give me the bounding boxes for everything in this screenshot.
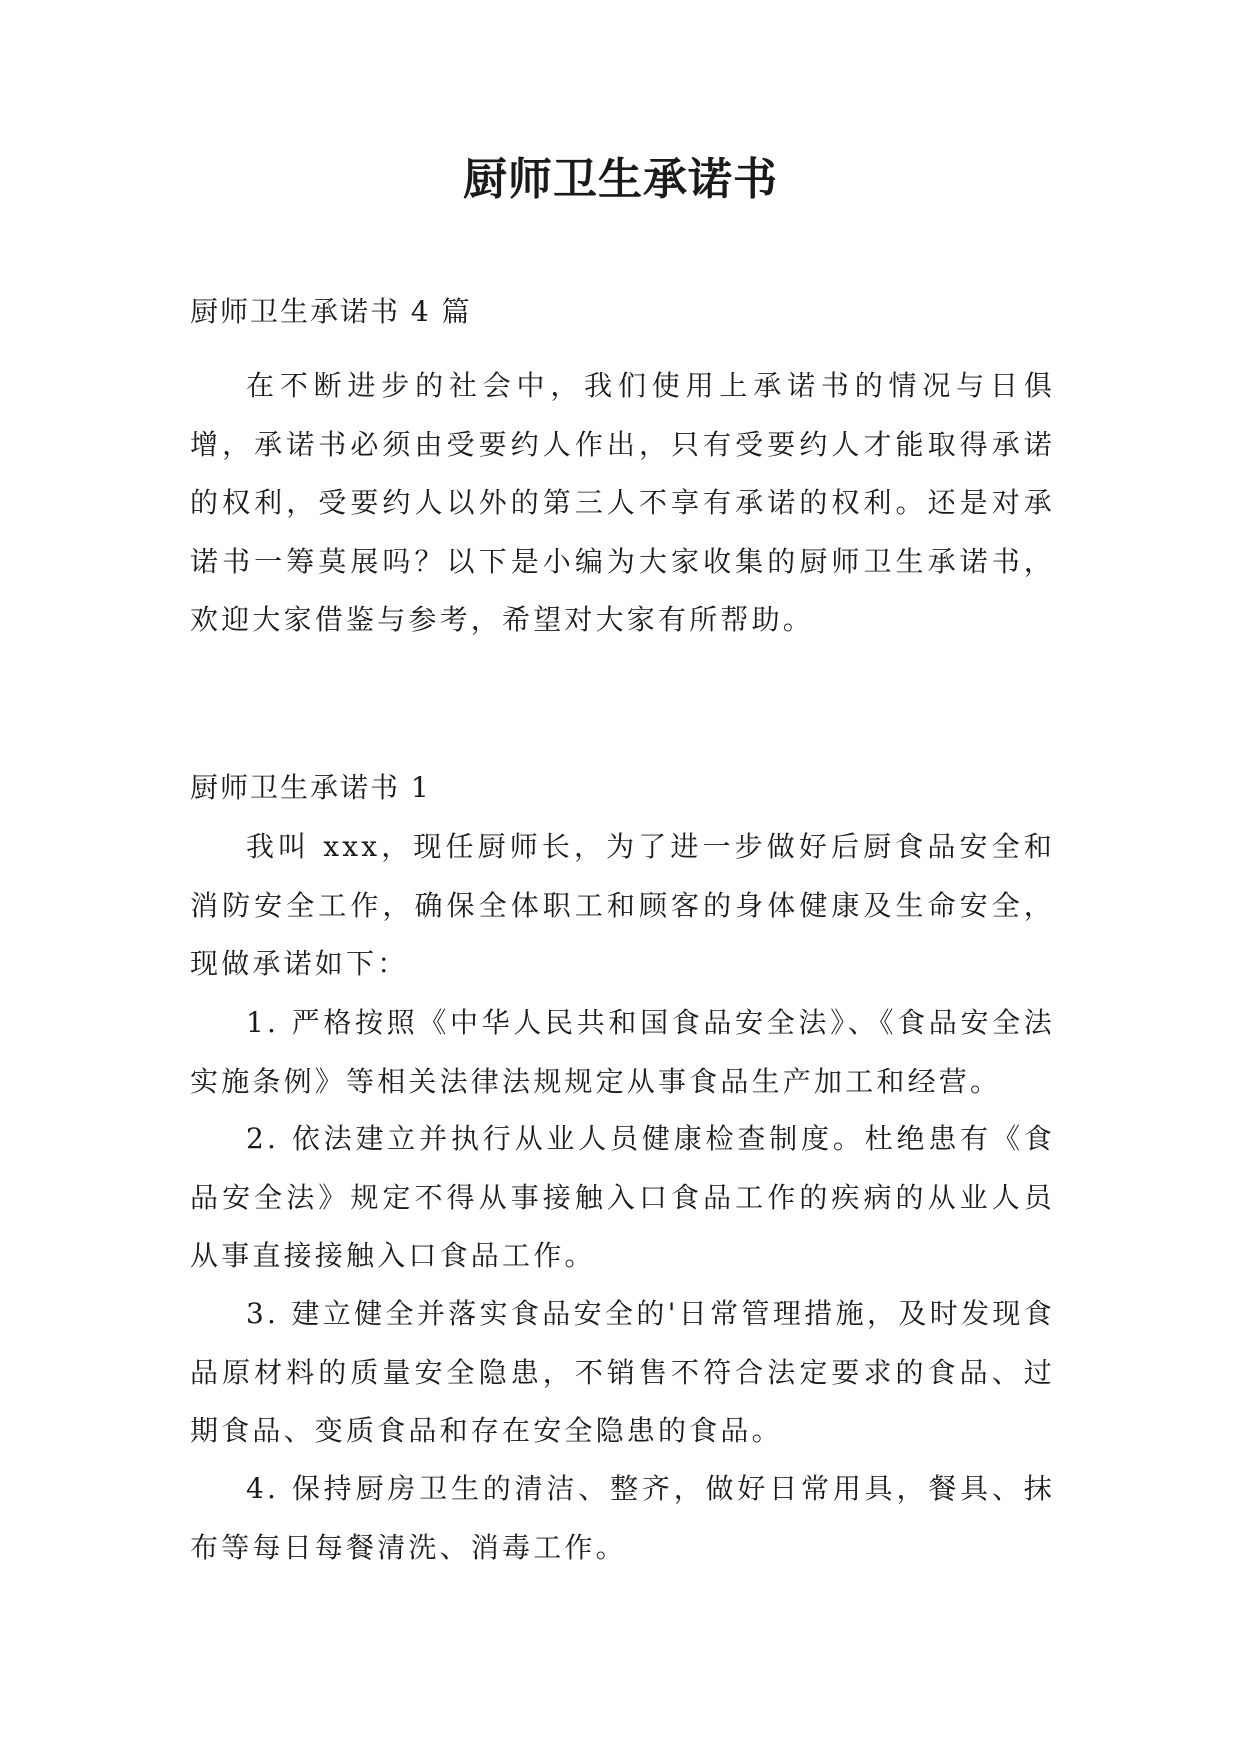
intro-paragraph: 在不断进步的社会中，我们使用上承诺书的情况与日俱增，承诺书必须由受要约人作出，只有受要约人才能取得承诺的权利，受要约人以外的第三人不享有承诺的权利。还是对承诺书一筹莫展吗？以下是小编为大家收集的厨师卫生承诺书，欢迎大家借鉴与参考，希望对大家有所帮助。	[190, 369, 1055, 636]
section-heading: 厨师卫生承诺书 1	[190, 771, 431, 804]
commitment-item-3: 3. 建立健全并落实食品安全的'日常管理措施，及时发现食品原材料的质量安全隐患，不销售不符合法定要求的食品、过期食品、变质食品和存在安全隐患的食品。	[190, 1297, 1055, 1447]
document-title: 厨师卫生承诺书	[463, 154, 778, 205]
commitment-item-4: 4. 保持厨房卫生的清洁、整齐，做好日常用具，餐具、抹布等每日每餐清洗、消毒工作。	[190, 1472, 1055, 1564]
section-opening-paragraph: 我叫 xxx，现任厨师长，为了进一步做好后厨食品安全和消防安全工作，确保全体职工和顾客的身体健康及生命安全，现做承诺如下：	[190, 830, 1055, 980]
commitment-item-2: 2. 依法建立并执行从业人员健康检查制度。杜绝患有《食品安全法》规定不得从事接触入口食品工作的疾病的从业人员从事直接接触入口食品工作。	[190, 1122, 1055, 1272]
document-subtitle: 厨师卫生承诺书 4 篇	[190, 295, 472, 328]
commitment-item-1: 1. 严格按照《中华人民共和国食品安全法》、《食品安全法实施条例》等相关法律法规规定从事食品生产加工和经营。	[190, 1006, 1055, 1098]
